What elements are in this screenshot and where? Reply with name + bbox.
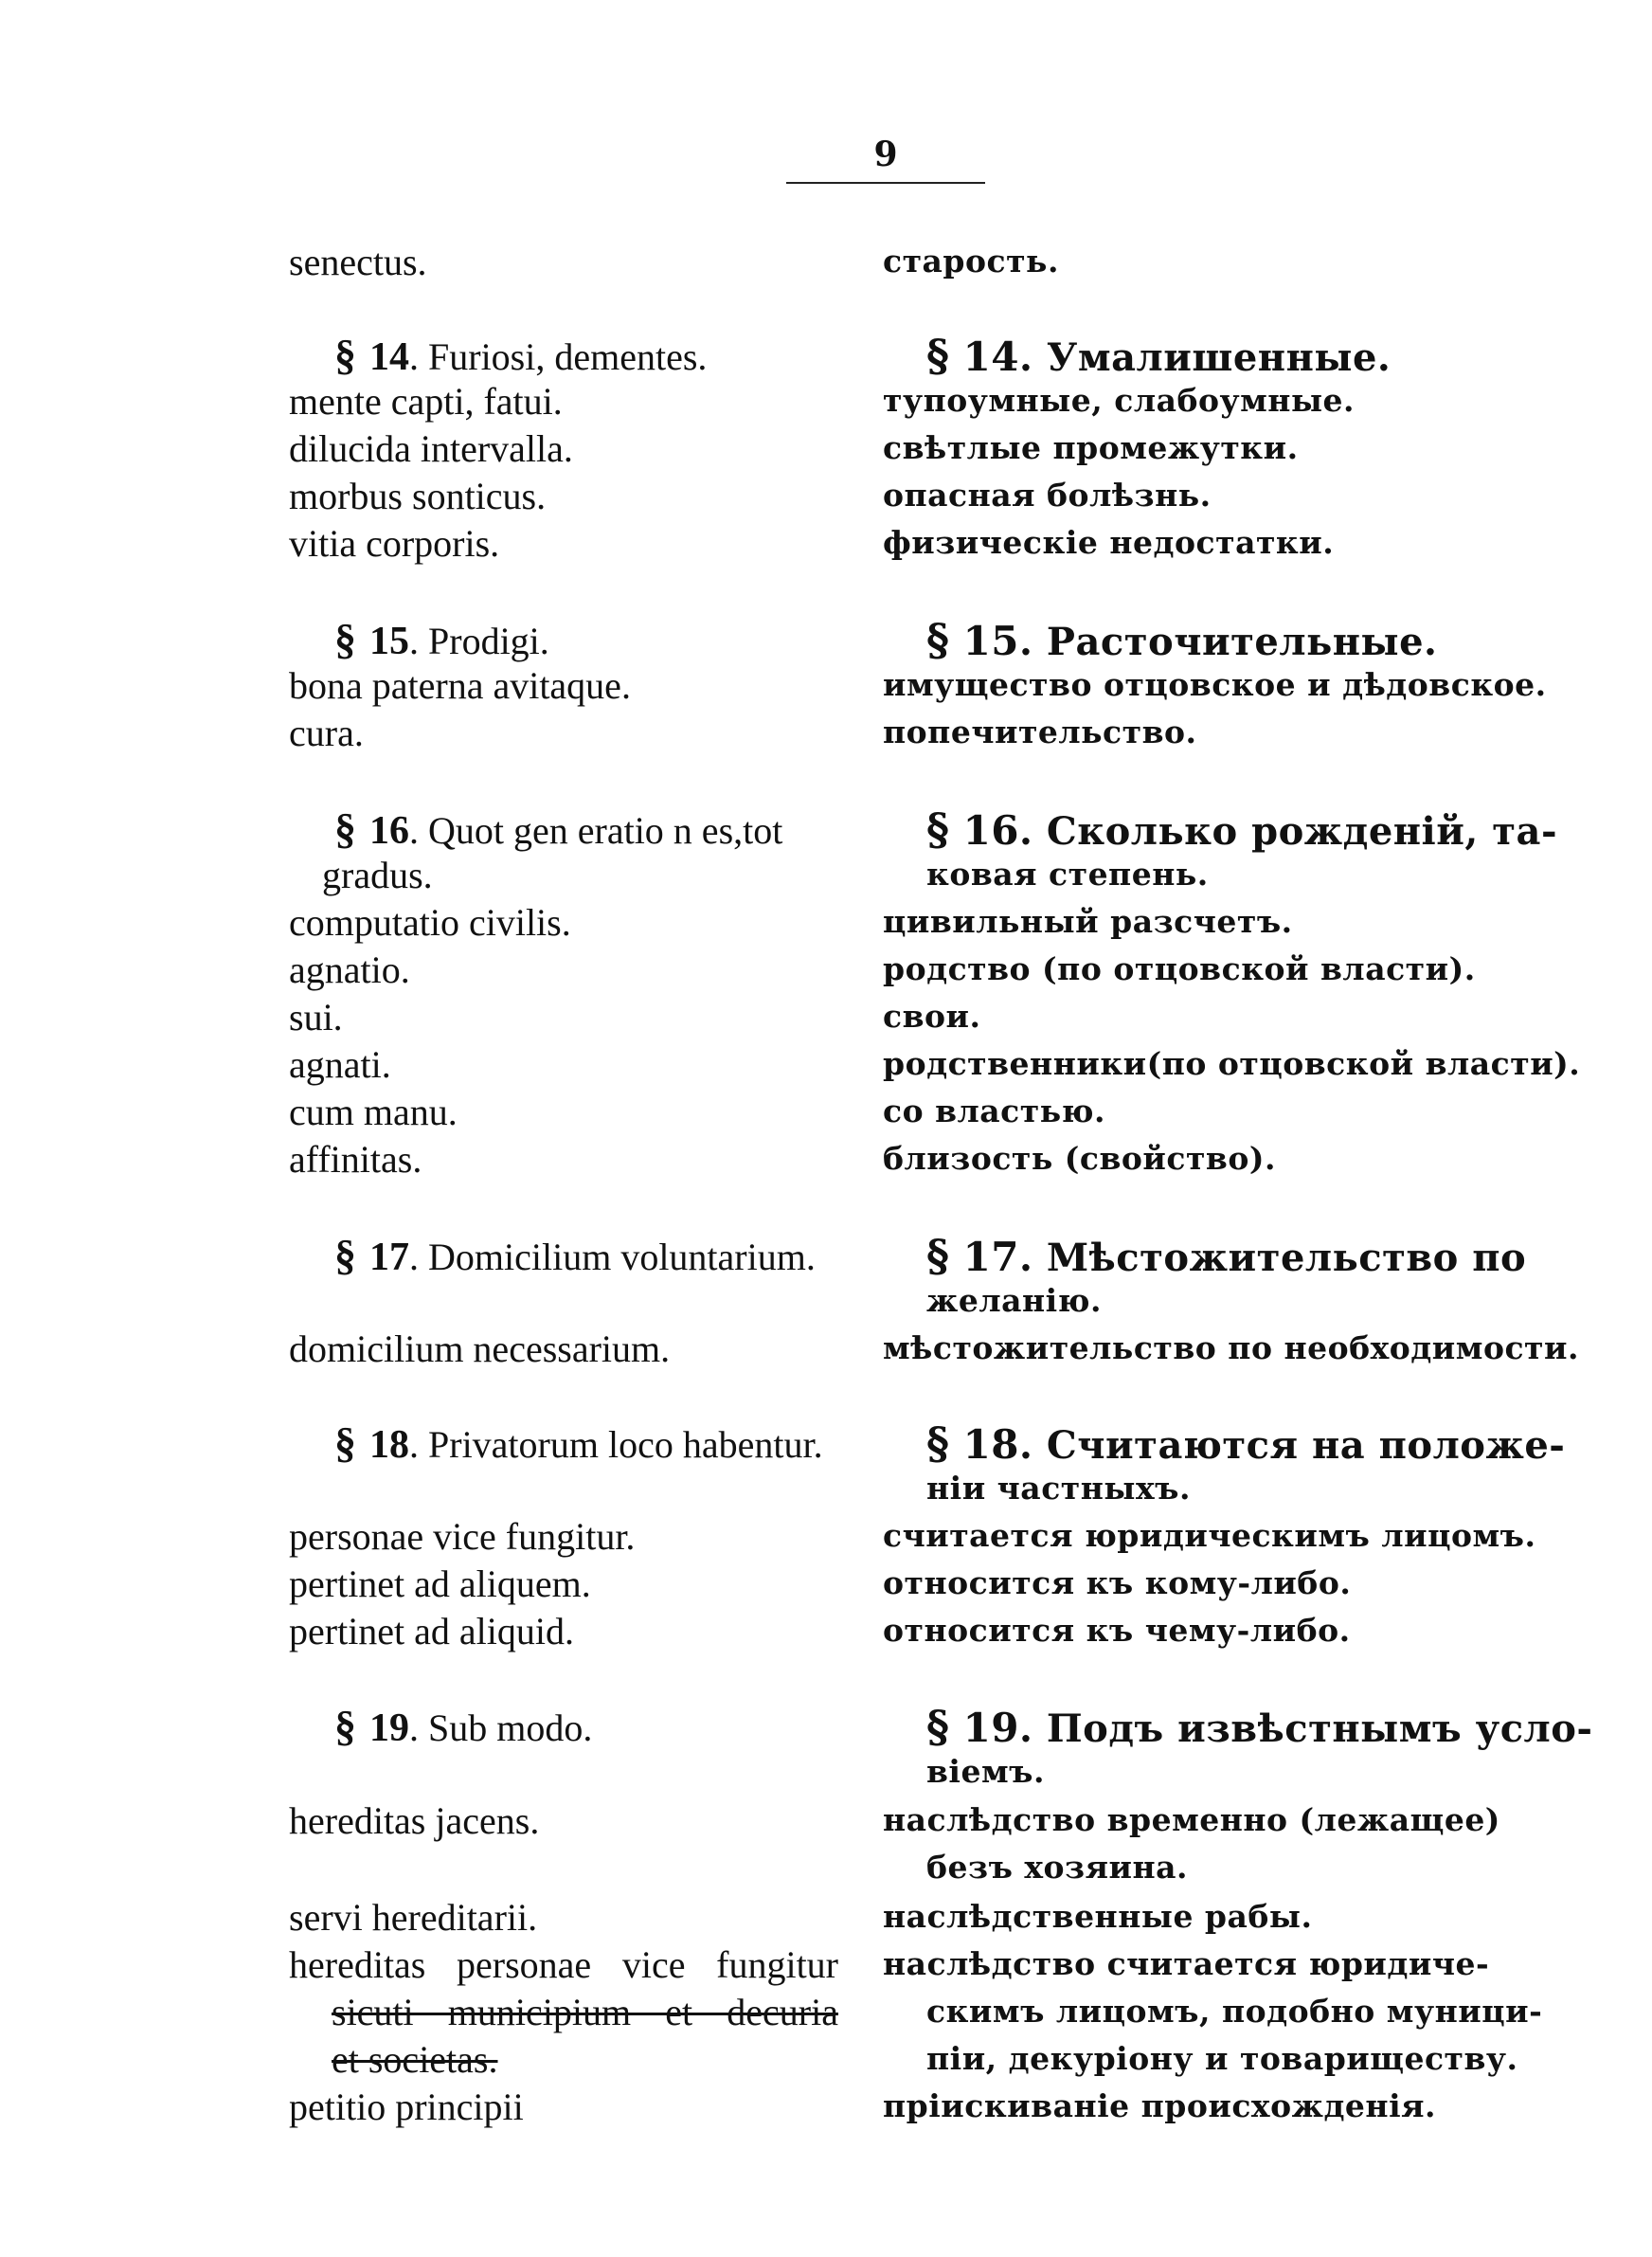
latin-term: pertinet ad aliquid. bbox=[289, 1610, 575, 1652]
section-latin-title: Sub modo. bbox=[428, 1706, 593, 1749]
russian-term: опасная болѣзнь. bbox=[883, 477, 1212, 514]
latin-term: mente capti, fatui. bbox=[289, 380, 563, 423]
russian-term: относится къ кому-либо. bbox=[883, 1564, 1352, 1601]
section-russian-title: Сколько рожденій, та- bbox=[1046, 809, 1558, 854]
latin-term-struck: et societas. bbox=[332, 2038, 498, 2081]
russian-term: наслѣдственные рабы. bbox=[883, 1898, 1313, 1935]
section-14-russian-heading: § 14. Умалишенные. bbox=[926, 330, 1392, 381]
section-symbol: § bbox=[926, 803, 950, 855]
section-latin-title: Quot gen eratio n es,tot bbox=[428, 809, 783, 852]
russian-term: считается юридическимъ лицомъ. bbox=[883, 1517, 1536, 1554]
section-number: 19 bbox=[369, 1706, 409, 1750]
section-16-latin-heading: § 16. Quot gen eratio n es,tot bbox=[334, 804, 783, 853]
latin-term: affinitas. bbox=[289, 1138, 422, 1181]
russian-term: родственники(по отцовской власти). bbox=[883, 1045, 1581, 1082]
russian-term: со властью. bbox=[883, 1092, 1105, 1129]
section-number: 16 bbox=[369, 809, 409, 853]
latin-term: personae vice fungitur. bbox=[289, 1515, 636, 1558]
russian-term: мѣстожительство по необходимости. bbox=[883, 1329, 1579, 1366]
russian-term: наслѣдство считается юридиче- bbox=[883, 1945, 1490, 1982]
section-number: 17 bbox=[369, 1236, 409, 1279]
section-19-latin-heading: § 19. Sub modo. bbox=[334, 1702, 593, 1750]
section-russian-title: Мѣстожительство по bbox=[1046, 1236, 1527, 1280]
latin-term: agnati. bbox=[289, 1043, 391, 1086]
russian-term: наслѣдство временно (лежащее) bbox=[883, 1801, 1500, 1838]
latin-term: petitio principii bbox=[289, 2085, 524, 2128]
section-symbol: § bbox=[334, 1231, 356, 1279]
section-symbol: § bbox=[334, 615, 356, 663]
russian-term: относится къ чему-либо. bbox=[883, 1612, 1351, 1649]
section-latin-title: Domicilium voluntarium. bbox=[428, 1236, 816, 1278]
section-russian-title-continued: ковая степень. bbox=[926, 856, 1209, 893]
latin-term: domicilium necessarium. bbox=[289, 1327, 671, 1370]
section-19-russian-heading: § 19. Подъ извѣстнымъ усло- bbox=[926, 1701, 1593, 1752]
latin-term: sui. bbox=[289, 996, 343, 1038]
section-number: 18 bbox=[962, 1421, 1020, 1468]
section-latin-title: Furiosi, dementes. bbox=[428, 335, 708, 378]
section-15-russian-heading: § 15. Расточительные. bbox=[926, 614, 1438, 665]
section-symbol: § bbox=[926, 1230, 950, 1281]
russian-term: піи, декуріону и товариществу. bbox=[926, 2040, 1518, 2077]
section-symbol: § bbox=[926, 330, 950, 381]
russian-term: имущество отцовское и дѣдовское. bbox=[883, 666, 1547, 703]
russian-term: близость (свойство). bbox=[883, 1140, 1276, 1177]
latin-term: hereditas jacens. bbox=[289, 1799, 540, 1842]
russian-term: безъ хозяина. bbox=[926, 1849, 1188, 1886]
latin-term: dilucida intervalla. bbox=[289, 427, 573, 470]
section-17-latin-heading: § 17. Domicilium voluntarium. bbox=[334, 1231, 816, 1279]
latin-term: vitia corporis. bbox=[289, 522, 500, 565]
latin-term: hereditas personae vice fungitur bbox=[289, 1943, 838, 1986]
section-russian-title-continued: ніи частныхъ. bbox=[926, 1470, 1191, 1507]
section-18-latin-heading: § 18. Privatorum loco habentur. bbox=[334, 1418, 823, 1467]
latin-term: cum manu. bbox=[289, 1091, 458, 1133]
section-16-russian-heading: § 16. Сколько рожденій, та- bbox=[926, 803, 1558, 855]
latin-term: servi hereditarii. bbox=[289, 1896, 538, 1939]
latin-term: pertinet ad aliquem. bbox=[289, 1562, 591, 1605]
section-number: 16 bbox=[962, 807, 1020, 854]
russian-term: попечительство. bbox=[883, 713, 1197, 750]
section-symbol: § bbox=[926, 1701, 950, 1752]
section-symbol: § bbox=[334, 1418, 356, 1467]
latin-term: senectus. bbox=[289, 241, 427, 283]
section-15-latin-heading: § 15. Prodigi. bbox=[334, 615, 549, 663]
section-russian-title: Расточительные. bbox=[1046, 620, 1438, 664]
section-number: 17 bbox=[962, 1234, 1020, 1280]
section-number: 14 bbox=[369, 335, 409, 379]
page-number-rule bbox=[786, 182, 985, 184]
russian-term: физическіе недостатки. bbox=[883, 524, 1335, 561]
russian-term: родство (по отцовской власти). bbox=[883, 950, 1476, 987]
section-russian-title: Умалишенные. bbox=[1046, 335, 1392, 380]
section-number: 18 bbox=[369, 1423, 409, 1467]
section-latin-title-continued: gradus. bbox=[322, 854, 433, 896]
russian-term: свѣтлые промежутки. bbox=[883, 429, 1299, 466]
latin-term: computatio civilis. bbox=[289, 901, 571, 944]
latin-term-struck: sicuti municipium et decuria bbox=[332, 1991, 838, 2033]
section-symbol: § bbox=[334, 804, 356, 853]
latin-term: bona paterna avitaque. bbox=[289, 664, 631, 707]
russian-term: скимъ лицомъ, подобно муници- bbox=[926, 1993, 1543, 2030]
section-number: 15 bbox=[369, 620, 409, 663]
section-latin-title: Prodigi. bbox=[428, 620, 549, 662]
latin-term: agnatio. bbox=[289, 948, 410, 991]
section-14-latin-heading: § 14. Furiosi, dementes. bbox=[334, 331, 708, 379]
section-17-russian-heading: § 17. Мѣстожительство по bbox=[926, 1230, 1527, 1281]
section-number: 19 bbox=[962, 1705, 1020, 1751]
section-symbol: § bbox=[334, 1702, 356, 1750]
russian-term: старость. bbox=[883, 243, 1059, 280]
section-symbol: § bbox=[334, 331, 356, 379]
russian-term: цивильный разсчетъ. bbox=[883, 903, 1293, 940]
section-russian-title: Подъ извѣстнымъ усло- bbox=[1046, 1706, 1593, 1751]
section-18-russian-heading: § 18. Считаются на положе- bbox=[926, 1417, 1566, 1469]
section-symbol: § bbox=[926, 1417, 950, 1469]
latin-term: cura. bbox=[289, 712, 364, 754]
russian-term: пріискиваніе происхожденія. bbox=[883, 2087, 1436, 2124]
page-number: 9 bbox=[873, 135, 898, 174]
section-symbol: § bbox=[926, 614, 950, 665]
russian-term: свои. bbox=[883, 998, 981, 1035]
section-latin-title: Privatorum loco habentur. bbox=[428, 1423, 823, 1466]
russian-term: тупоумные, слабоумные. bbox=[883, 382, 1356, 419]
section-number: 14 bbox=[962, 334, 1020, 380]
latin-term: morbus sonticus. bbox=[289, 475, 547, 517]
section-number: 15 bbox=[962, 618, 1020, 664]
section-russian-title-continued: желанію. bbox=[926, 1282, 1102, 1319]
section-russian-title-continued: віемъ. bbox=[926, 1753, 1045, 1790]
section-russian-title: Считаются на положе- bbox=[1046, 1423, 1566, 1468]
